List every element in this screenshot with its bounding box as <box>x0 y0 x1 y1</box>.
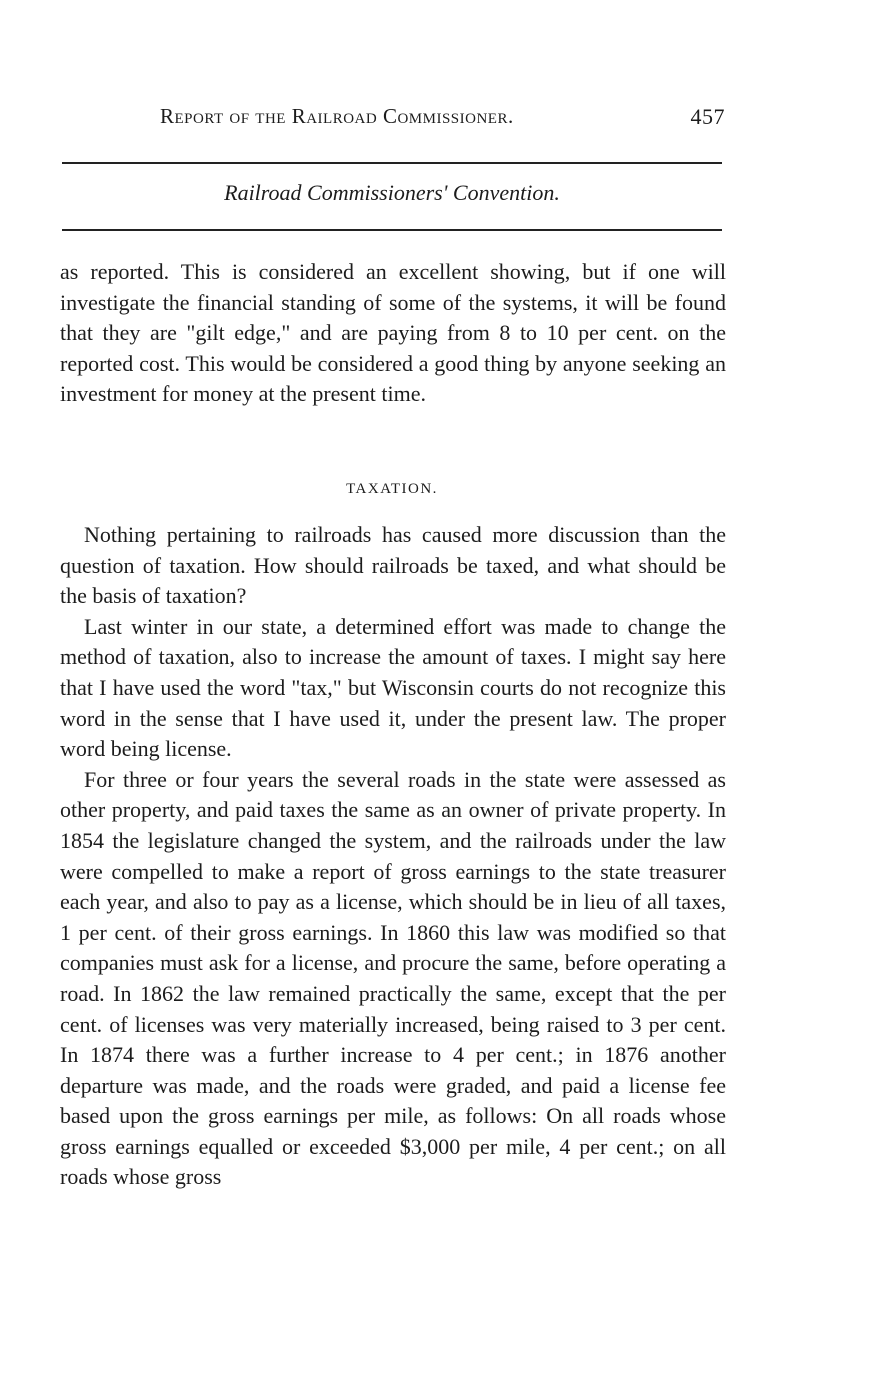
opening-paragraph: as reported. This is considered an excellent showing, but if one will investigate the financial standing of some of the systems, it will be found that they are "gilt edge," and are paying from 8 to 10 per cent. on the reported cost. This would be considered a good thing by anyone seeking an investment for money at the present time. <box>60 259 726 407</box>
header-rule-top <box>62 162 722 164</box>
running-head <box>160 104 725 136</box>
paragraph: Last winter in our state, a determined effort was made to change the method of taxation, also to increase the amount of taxes. I might say here that I have used the word "tax," but Wisconsin courts do not recognize this word in the sense that I have used it, under the present law. The proper word being license. <box>60 613 726 762</box>
taxation-text-block <box>60 520 726 1193</box>
page-number: 457 <box>690 104 725 129</box>
taxation-subheading: TAXATION. <box>346 481 438 497</box>
section-heading: Railroad Commissioners' Convention. <box>224 180 560 205</box>
paragraph: For three or four years the several roads in the state were assessed as other property, and paid taxes the same as an owner of private property. In 1854 the legislature changed the system, and the railroads under the law were compelled to make a report of gross earnings to the state treasurer each year, and also to pay as a license, which should be in lieu of all taxes, 1 per cent. of their gross earnings. In 1860 this law was modified so that companies must ask for a license, and procure the same, before operating a road. In 1862 the law remained practically the same, except that the per cent. of licenses was very materially increased, being raised to 3 per cent. In 1874 there was a further increase to 4 per cent.; in 1876 another departure was made, and the roads were graded, and paid a license fee based upon the gross earnings per mile, as follows: On all roads whose gross earnings equalled or exceeded $3,000 per mile, 4 per cent.; on all roads whose gross <box>60 766 726 1190</box>
opening-text-block <box>60 257 726 410</box>
header-rule-bottom <box>62 229 722 231</box>
running-title: Report of the Railroad Commissioner. <box>160 104 514 128</box>
paragraph: Nothing pertaining to railroads has caused more discussion than the question of taxation. How should railroads be taxed, and what should be the basis of taxation? <box>60 522 726 609</box>
